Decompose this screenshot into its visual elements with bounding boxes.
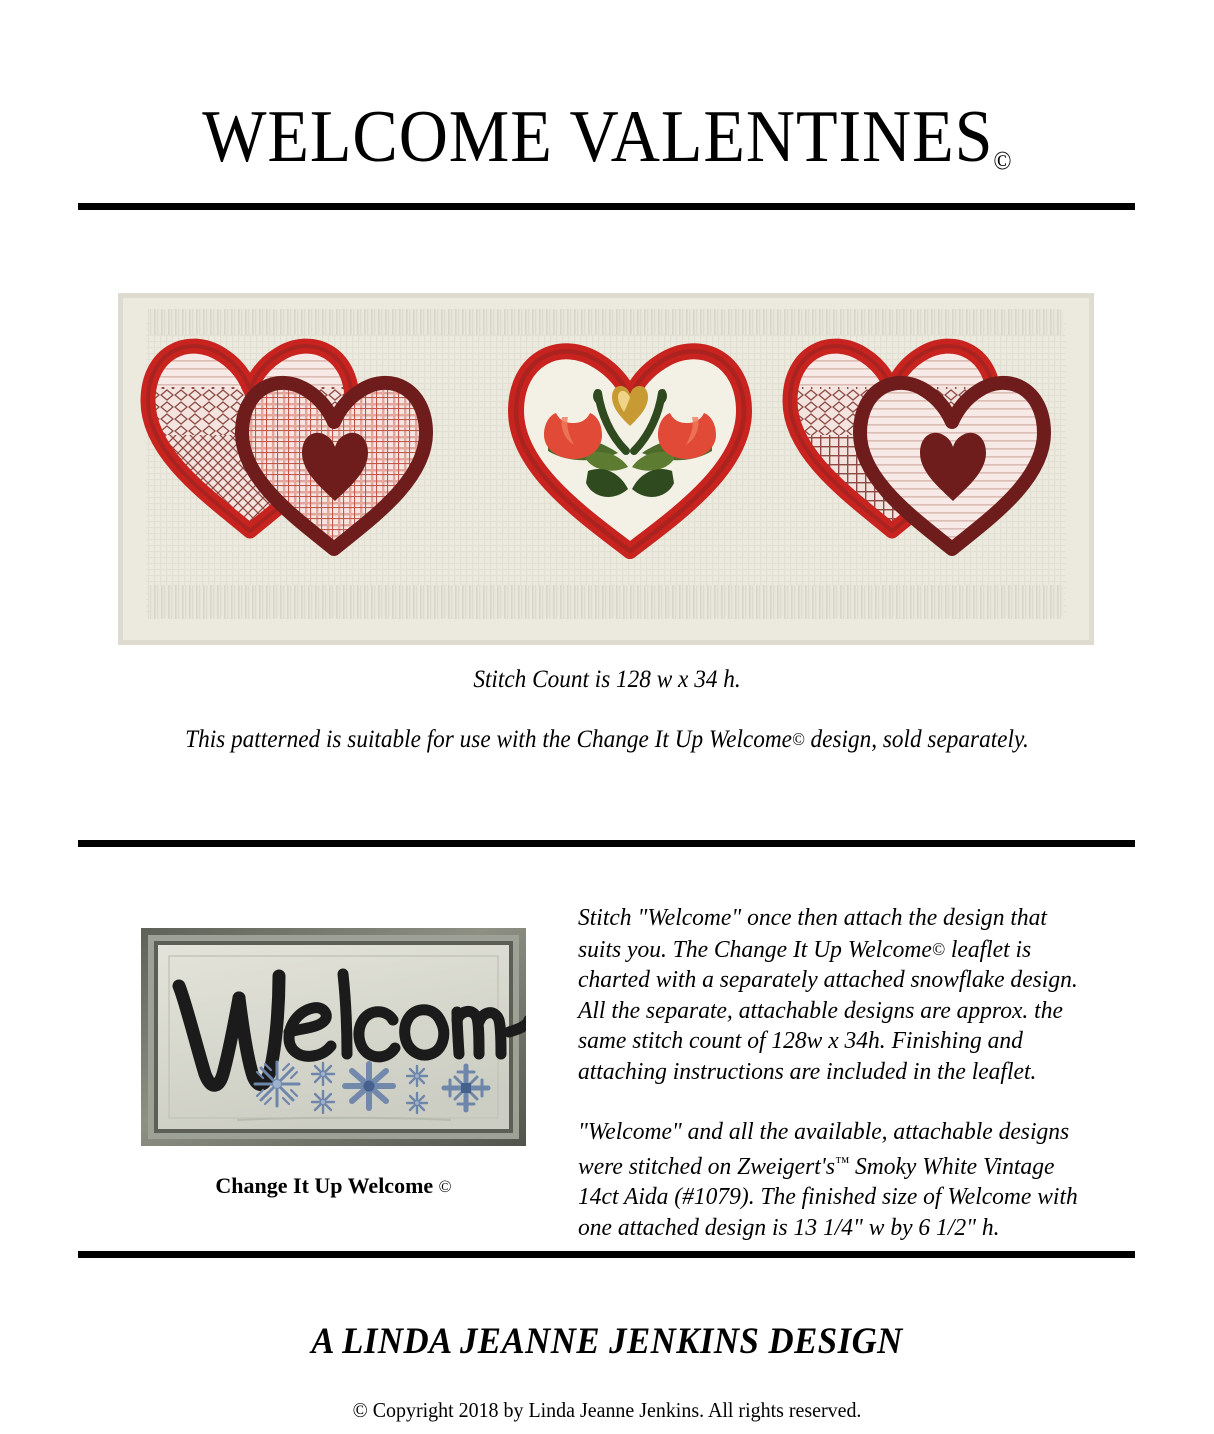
copyright-notice	[30, 1398, 1183, 1423]
instructions-p2-part2: Smoky White Vintage 14ct Aida (#1079). The finished size of Welcome with one attached design is 13 1/4" w by 6 1/2" h.	[578, 1152, 1078, 1241]
stitch-count-caption: Stitch Count is 128 w x 34 h.	[473, 666, 741, 693]
copyright-icon: ©	[791, 729, 805, 749]
page-title-text	[202, 96, 1012, 178]
divider-bottom	[78, 1251, 1135, 1258]
copyright-notice-text: Copyright 2018 by Linda Jeanne Jenkins. All rights reserved.	[372, 1398, 862, 1422]
change-it-up-welcome-artwork	[141, 928, 526, 1146]
copyright-icon: ©	[438, 1177, 452, 1196]
instructions-p1-part2: leaflet is charted with a separately attached snowflake design. All the separate, attachable designs are approx. the same stitch count of 128w x 34h. Finishing and attaching instructions are included in the leaflet.	[578, 935, 1078, 1085]
divider-top	[78, 203, 1135, 210]
page-title	[0, 96, 1214, 178]
instructions-paragraph-1	[578, 903, 1085, 1087]
suitable-use-text-after: design, sold separately.	[810, 726, 1029, 753]
copyright-icon: ©	[931, 938, 945, 959]
page-title-label: WELCOME VALENTINES	[202, 96, 994, 178]
change-it-up-welcome-photo	[141, 928, 526, 1146]
instructions-p2-part1: "Welcome" and all the available, attachable designs were stitched on Zweigert's	[578, 1118, 1070, 1180]
welcome-photo-caption-text: Change It Up Welcome	[215, 1173, 434, 1198]
trademark-icon: ™	[834, 1154, 850, 1171]
design-credit: A LINDA JEANNE JENKINS DESIGN	[311, 1321, 903, 1362]
copyright-icon: ©	[993, 146, 1012, 175]
instructions-paragraph-2	[578, 1117, 1085, 1243]
valentines-sampler-artwork	[118, 293, 1094, 645]
welcome-photo-caption	[141, 1173, 526, 1199]
copyright-icon: ©	[352, 1398, 368, 1422]
valentines-sampler-photo	[118, 293, 1094, 645]
instructions-p1-part1: Stitch "Welcome" once then attach the design that suits you. The Change It Up Welcome	[578, 904, 1047, 963]
suitable-use-text-before: This patterned is suitable for use with the Change It Up Welcome	[185, 726, 792, 753]
instructions-block	[578, 903, 1106, 1243]
suitable-use-caption	[42, 726, 1171, 754]
divider-middle	[78, 840, 1135, 847]
